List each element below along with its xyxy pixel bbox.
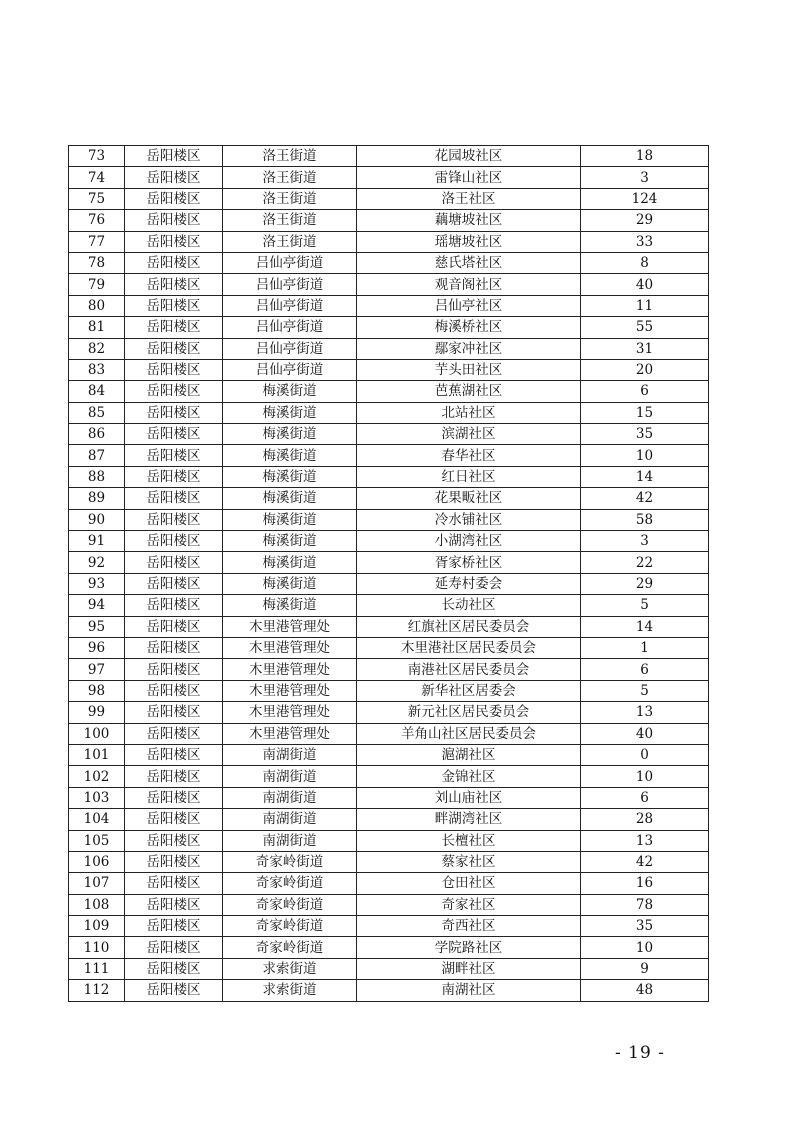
street-cell: 南湖街道 [223, 766, 357, 787]
street-cell: 梅溪街道 [223, 424, 357, 445]
row-number-cell: 112 [69, 980, 125, 1001]
community-cell: 红旗社区居民委员会 [357, 616, 581, 637]
street-cell: 南湖街道 [223, 809, 357, 830]
table-row [69, 402, 709, 423]
street-cell: 木里港管理处 [223, 702, 357, 723]
table-row [69, 317, 709, 338]
community-cell: 芋头田社区 [357, 359, 581, 380]
table-row [69, 509, 709, 530]
table-row [69, 937, 709, 958]
district-cell: 岳阳楼区 [125, 766, 223, 787]
table-row [69, 659, 709, 680]
table-row [69, 531, 709, 552]
row-number-cell: 109 [69, 916, 125, 937]
street-cell: 洛王街道 [223, 188, 357, 209]
community-cell: 延寿村委会 [357, 573, 581, 594]
row-number-cell: 97 [69, 659, 125, 680]
street-cell: 吕仙亭街道 [223, 295, 357, 316]
district-cell: 岳阳楼区 [125, 744, 223, 765]
community-cell: 观音阁社区 [357, 274, 581, 295]
community-cell: 小湖湾社区 [357, 531, 581, 552]
count-cell: 10 [581, 937, 709, 958]
street-cell: 梅溪街道 [223, 445, 357, 466]
row-number-cell: 90 [69, 509, 125, 530]
street-cell: 吕仙亭街道 [223, 359, 357, 380]
row-number-cell: 80 [69, 295, 125, 316]
district-cell: 岳阳楼区 [125, 531, 223, 552]
table-row [69, 894, 709, 915]
street-cell: 梅溪街道 [223, 573, 357, 594]
district-cell: 岳阳楼区 [125, 787, 223, 808]
street-cell: 木里港管理处 [223, 637, 357, 658]
count-cell: 55 [581, 317, 709, 338]
table-row [69, 167, 709, 188]
table-row [69, 424, 709, 445]
street-cell: 吕仙亭街道 [223, 274, 357, 295]
count-cell: 40 [581, 274, 709, 295]
community-cell: 学院路社区 [357, 937, 581, 958]
street-cell: 吕仙亭街道 [223, 252, 357, 273]
community-cell: 吕仙亭社区 [357, 295, 581, 316]
district-cell: 岳阳楼区 [125, 809, 223, 830]
community-cell: 北站社区 [357, 402, 581, 423]
street-cell: 南湖街道 [223, 744, 357, 765]
district-cell: 岳阳楼区 [125, 980, 223, 1001]
count-cell: 11 [581, 295, 709, 316]
street-cell: 奇家岭街道 [223, 916, 357, 937]
table-row [69, 445, 709, 466]
row-number-cell: 87 [69, 445, 125, 466]
community-cell: 藕塘坡社区 [357, 210, 581, 231]
community-cell: 花园坡社区 [357, 146, 581, 167]
district-cell: 岳阳楼区 [125, 937, 223, 958]
street-cell: 梅溪街道 [223, 381, 357, 402]
community-cell: 畔湖湾社区 [357, 809, 581, 830]
community-cell: 胥家桥社区 [357, 552, 581, 573]
count-cell: 14 [581, 466, 709, 487]
table-row [69, 595, 709, 616]
count-cell: 3 [581, 167, 709, 188]
community-cell: 羊角山社区居民委员会 [357, 723, 581, 744]
community-cell: 奇家社区 [357, 894, 581, 915]
district-cell: 岳阳楼区 [125, 659, 223, 680]
community-cell: 金锦社区 [357, 766, 581, 787]
table-row [69, 338, 709, 359]
count-cell: 40 [581, 723, 709, 744]
table-row [69, 851, 709, 872]
count-cell: 13 [581, 702, 709, 723]
count-cell: 31 [581, 338, 709, 359]
community-cell: 洛王社区 [357, 188, 581, 209]
district-cell: 岳阳楼区 [125, 723, 223, 744]
district-cell: 岳阳楼区 [125, 188, 223, 209]
count-cell: 5 [581, 680, 709, 701]
table-row [69, 680, 709, 701]
district-cell: 岳阳楼区 [125, 424, 223, 445]
count-cell: 10 [581, 445, 709, 466]
count-cell: 20 [581, 359, 709, 380]
row-number-cell: 74 [69, 167, 125, 188]
table-row [69, 787, 709, 808]
community-cell: 慈氏塔社区 [357, 252, 581, 273]
table-row [69, 873, 709, 894]
community-cell: 新元社区居民委员会 [357, 702, 581, 723]
district-cell: 岳阳楼区 [125, 210, 223, 231]
count-cell: 0 [581, 744, 709, 765]
row-number-cell: 92 [69, 552, 125, 573]
row-number-cell: 107 [69, 873, 125, 894]
community-cell: 瑶塘坡社区 [357, 231, 581, 252]
row-number-cell: 111 [69, 958, 125, 979]
district-cell: 岳阳楼区 [125, 552, 223, 573]
table-row [69, 488, 709, 509]
table-row [69, 252, 709, 273]
row-number-cell: 101 [69, 744, 125, 765]
street-cell: 吕仙亭街道 [223, 338, 357, 359]
row-number-cell: 75 [69, 188, 125, 209]
count-cell: 9 [581, 958, 709, 979]
street-cell: 奇家岭街道 [223, 873, 357, 894]
table-row [69, 637, 709, 658]
street-cell: 奇家岭街道 [223, 851, 357, 872]
community-cell: 长檀社区 [357, 830, 581, 851]
community-cell: 湖畔社区 [357, 958, 581, 979]
district-cell: 岳阳楼区 [125, 830, 223, 851]
street-cell: 木里港管理处 [223, 723, 357, 744]
row-number-cell: 77 [69, 231, 125, 252]
data-table [68, 145, 709, 1002]
district-cell: 岳阳楼区 [125, 381, 223, 402]
district-cell: 岳阳楼区 [125, 637, 223, 658]
table-row [69, 916, 709, 937]
street-cell: 梅溪街道 [223, 509, 357, 530]
community-cell: 蔡家社区 [357, 851, 581, 872]
count-cell: 14 [581, 616, 709, 637]
district-cell: 岳阳楼区 [125, 509, 223, 530]
count-cell: 8 [581, 252, 709, 273]
count-cell: 10 [581, 766, 709, 787]
table-row [69, 295, 709, 316]
row-number-cell: 85 [69, 402, 125, 423]
row-number-cell: 79 [69, 274, 125, 295]
community-cell: 新华社区居委会 [357, 680, 581, 701]
district-cell: 岳阳楼区 [125, 338, 223, 359]
count-cell: 13 [581, 830, 709, 851]
street-cell: 木里港管理处 [223, 680, 357, 701]
table-row [69, 381, 709, 402]
street-cell: 奇家岭街道 [223, 894, 357, 915]
district-cell: 岳阳楼区 [125, 488, 223, 509]
table-row [69, 830, 709, 851]
community-cell: 冷水铺社区 [357, 509, 581, 530]
street-cell: 吕仙亭街道 [223, 317, 357, 338]
count-cell: 3 [581, 531, 709, 552]
count-cell: 58 [581, 509, 709, 530]
street-cell: 梅溪街道 [223, 595, 357, 616]
count-cell: 6 [581, 659, 709, 680]
community-cell: 滬湖社区 [357, 744, 581, 765]
district-cell: 岳阳楼区 [125, 359, 223, 380]
row-number-cell: 84 [69, 381, 125, 402]
table-row [69, 616, 709, 637]
district-cell: 岳阳楼区 [125, 595, 223, 616]
row-number-cell: 106 [69, 851, 125, 872]
street-cell: 梅溪街道 [223, 466, 357, 487]
district-cell: 岳阳楼区 [125, 146, 223, 167]
district-cell: 岳阳楼区 [125, 167, 223, 188]
district-cell: 岳阳楼区 [125, 573, 223, 594]
table-row [69, 809, 709, 830]
district-cell: 岳阳楼区 [125, 851, 223, 872]
count-cell: 16 [581, 873, 709, 894]
count-cell: 35 [581, 916, 709, 937]
table-row [69, 359, 709, 380]
row-number-cell: 99 [69, 702, 125, 723]
count-cell: 22 [581, 552, 709, 573]
table-row [69, 958, 709, 979]
row-number-cell: 73 [69, 146, 125, 167]
community-cell: 梅溪桥社区 [357, 317, 581, 338]
district-cell: 岳阳楼区 [125, 873, 223, 894]
district-cell: 岳阳楼区 [125, 402, 223, 423]
district-cell: 岳阳楼区 [125, 616, 223, 637]
street-cell: 洛王街道 [223, 146, 357, 167]
community-cell: 木里港社区居民委员会 [357, 637, 581, 658]
count-cell: 1 [581, 637, 709, 658]
row-number-cell: 102 [69, 766, 125, 787]
row-number-cell: 105 [69, 830, 125, 851]
count-cell: 78 [581, 894, 709, 915]
street-cell: 梅溪街道 [223, 488, 357, 509]
count-cell: 29 [581, 210, 709, 231]
row-number-cell: 100 [69, 723, 125, 744]
street-cell: 南湖街道 [223, 830, 357, 851]
row-number-cell: 86 [69, 424, 125, 445]
row-number-cell: 94 [69, 595, 125, 616]
row-number-cell: 82 [69, 338, 125, 359]
community-cell: 红日社区 [357, 466, 581, 487]
district-cell: 岳阳楼区 [125, 916, 223, 937]
count-cell: 48 [581, 980, 709, 1001]
row-number-cell: 110 [69, 937, 125, 958]
community-cell: 雷锋山社区 [357, 167, 581, 188]
community-cell: 南湖社区 [357, 980, 581, 1001]
street-cell: 南湖街道 [223, 787, 357, 808]
table-row [69, 466, 709, 487]
table-row [69, 766, 709, 787]
table-row [69, 231, 709, 252]
table-row [69, 702, 709, 723]
row-number-cell: 83 [69, 359, 125, 380]
count-cell: 5 [581, 595, 709, 616]
row-number-cell: 81 [69, 317, 125, 338]
street-cell: 木里港管理处 [223, 659, 357, 680]
row-number-cell: 93 [69, 573, 125, 594]
district-cell: 岳阳楼区 [125, 252, 223, 273]
count-cell: 15 [581, 402, 709, 423]
community-cell: 滨湖社区 [357, 424, 581, 445]
row-number-cell: 88 [69, 466, 125, 487]
street-cell: 求索街道 [223, 980, 357, 1001]
table-row [69, 210, 709, 231]
community-cell: 刘山庙社区 [357, 787, 581, 808]
district-cell: 岳阳楼区 [125, 958, 223, 979]
street-cell: 木里港管理处 [223, 616, 357, 637]
row-number-cell: 78 [69, 252, 125, 273]
district-cell: 岳阳楼区 [125, 894, 223, 915]
district-cell: 岳阳楼区 [125, 466, 223, 487]
row-number-cell: 108 [69, 894, 125, 915]
row-number-cell: 89 [69, 488, 125, 509]
table-row [69, 552, 709, 573]
community-cell: 鄢家冲社区 [357, 338, 581, 359]
table-row [69, 744, 709, 765]
row-number-cell: 76 [69, 210, 125, 231]
table-row [69, 274, 709, 295]
community-cell: 奇西社区 [357, 916, 581, 937]
street-cell: 洛王街道 [223, 167, 357, 188]
row-number-cell: 95 [69, 616, 125, 637]
count-cell: 35 [581, 424, 709, 445]
community-cell: 花果畈社区 [357, 488, 581, 509]
count-cell: 42 [581, 488, 709, 509]
table-row [69, 573, 709, 594]
count-cell: 6 [581, 787, 709, 808]
district-cell: 岳阳楼区 [125, 702, 223, 723]
street-cell: 奇家岭街道 [223, 937, 357, 958]
district-cell: 岳阳楼区 [125, 317, 223, 338]
count-cell: 6 [581, 381, 709, 402]
row-number-cell: 98 [69, 680, 125, 701]
table-row [69, 146, 709, 167]
street-cell: 梅溪街道 [223, 552, 357, 573]
table-body [69, 146, 709, 1002]
row-number-cell: 91 [69, 531, 125, 552]
table-row [69, 188, 709, 209]
district-cell: 岳阳楼区 [125, 680, 223, 701]
street-cell: 梅溪街道 [223, 531, 357, 552]
district-cell: 岳阳楼区 [125, 445, 223, 466]
count-cell: 18 [581, 146, 709, 167]
district-cell: 岳阳楼区 [125, 274, 223, 295]
street-cell: 梅溪街道 [223, 402, 357, 423]
count-cell: 28 [581, 809, 709, 830]
community-cell: 芭蕉湖社区 [357, 381, 581, 402]
row-number-cell: 96 [69, 637, 125, 658]
district-cell: 岳阳楼区 [125, 295, 223, 316]
community-cell: 南港社区居民委员会 [357, 659, 581, 680]
district-cell: 岳阳楼区 [125, 231, 223, 252]
community-cell: 仓田社区 [357, 873, 581, 894]
community-cell: 春华社区 [357, 445, 581, 466]
row-number-cell: 103 [69, 787, 125, 808]
community-cell: 长动社区 [357, 595, 581, 616]
count-cell: 124 [581, 188, 709, 209]
count-cell: 33 [581, 231, 709, 252]
table-row [69, 980, 709, 1001]
table-row [69, 723, 709, 744]
row-number-cell: 104 [69, 809, 125, 830]
street-cell: 洛王街道 [223, 210, 357, 231]
street-cell: 洛王街道 [223, 231, 357, 252]
count-cell: 29 [581, 573, 709, 594]
street-cell: 求索街道 [223, 958, 357, 979]
page-number: - 19 - [615, 1043, 665, 1063]
count-cell: 42 [581, 851, 709, 872]
